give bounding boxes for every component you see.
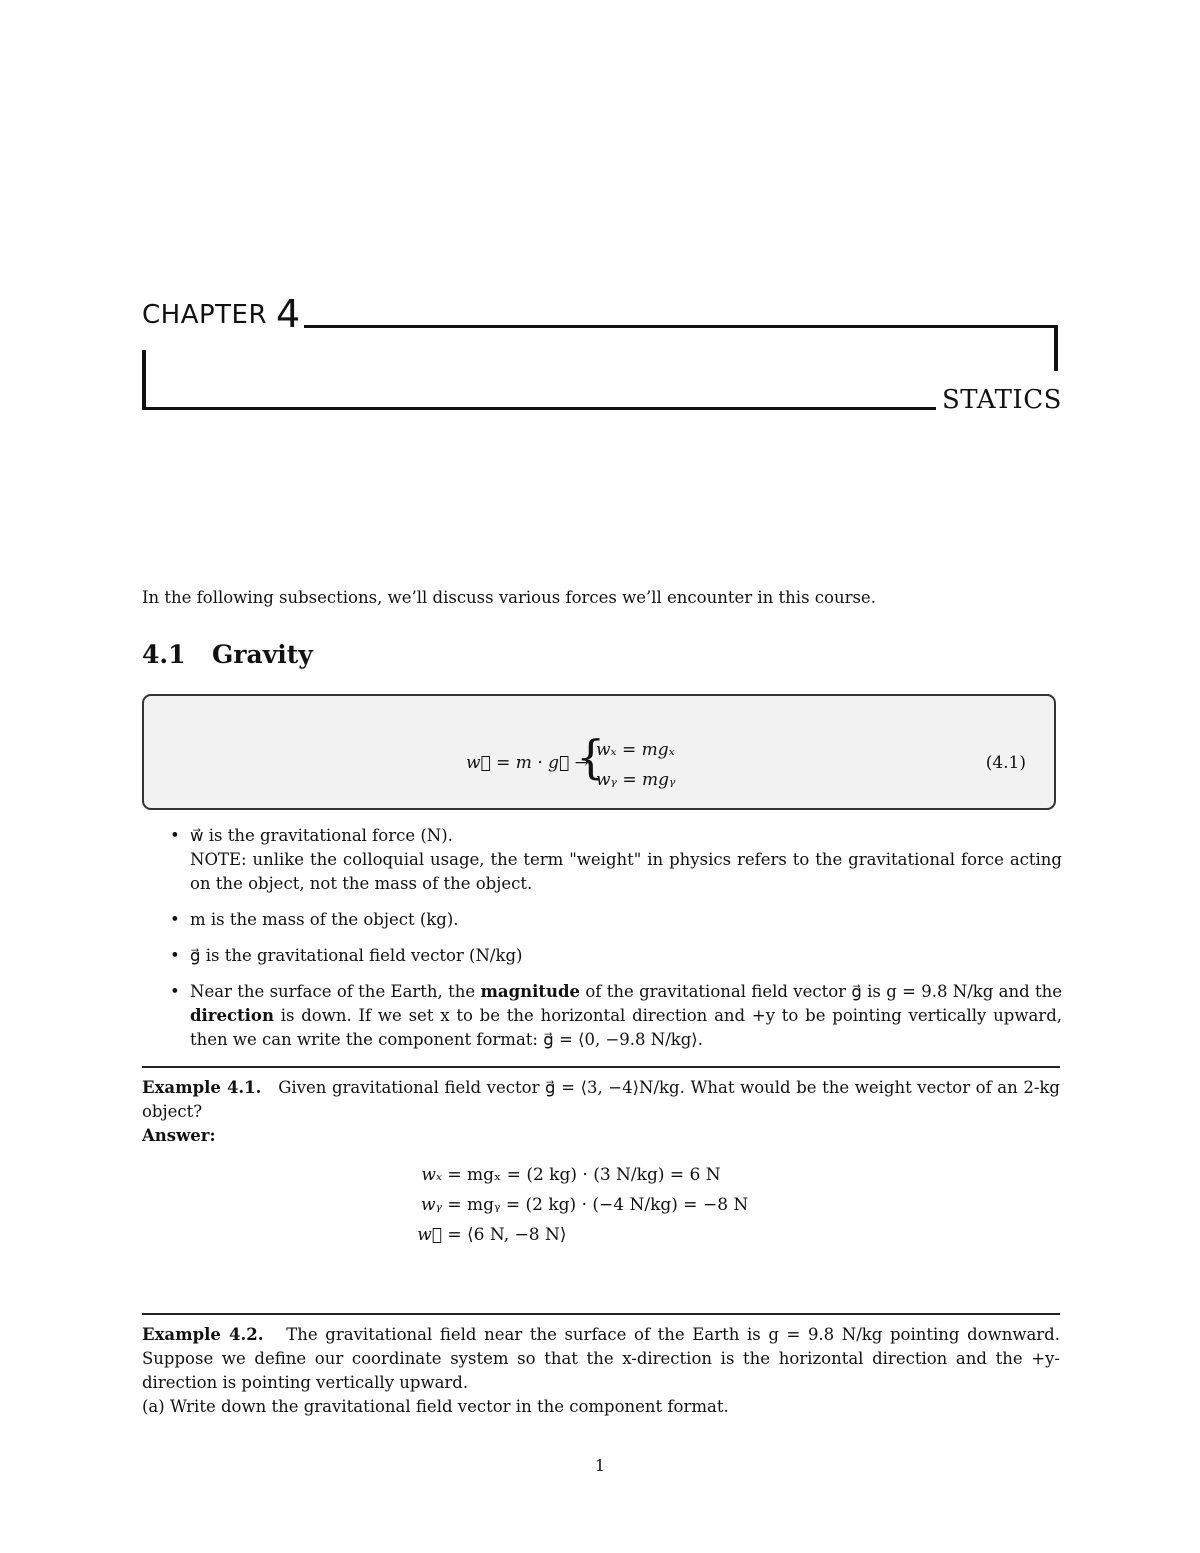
equation-row-y: wᵧ = mgᵧ — [596, 770, 676, 790]
bold-term: magnitude — [480, 982, 581, 1001]
calc-line — [380, 1220, 748, 1250]
calc-rhs: = mgᵧ = (2 kg) · (−4 N/kg) = −8 N — [447, 1195, 749, 1215]
list-item — [142, 944, 1062, 968]
equation-box — [142, 694, 1056, 810]
example-label: Example 4.2. — [142, 1325, 264, 1344]
equation-main: w⃗ = m · g⃗ → — [466, 753, 589, 773]
equation-brace: { — [576, 730, 606, 784]
list-item — [142, 980, 1062, 1052]
example-divider — [142, 1313, 1060, 1315]
example-text: The gravitational field near the surface of the Earth is g = 9.8 N/kg pointing downward. Suppose we define our coordinate system so that the x-direction is the horizontal direction and the +y-direction is pointing vertically upward. — [142, 1325, 1060, 1392]
chapter-left-bar — [142, 350, 146, 410]
bullet-text: of the gravitational field vector g⃗ is g = 9.8 N/kg and the — [580, 982, 1062, 1001]
example-4-1 — [142, 1076, 1060, 1148]
example-divider — [142, 1066, 1060, 1068]
example-text: Given gravitational field vector g⃗ = ⟨3, −4⟩N/kg. What would be the weight vector of an 2-kg object? — [142, 1078, 1060, 1121]
calc-lhs: w⃗ — [417, 1225, 442, 1245]
chapter-bottom-rule — [142, 407, 936, 410]
chapter-top-rule — [304, 325, 1058, 328]
list-item — [142, 824, 1062, 896]
chapter-label: CHAPTER — [142, 300, 268, 330]
list-item — [142, 908, 1062, 932]
calc-line — [380, 1160, 748, 1190]
section-number: 4.1 — [142, 640, 186, 669]
example-4-2 — [142, 1323, 1060, 1419]
example-label: Example 4.1. — [142, 1078, 262, 1097]
bullet-text: Near the surface of the Earth, the — [190, 982, 481, 1001]
equation-tag: (4.1) — [985, 753, 1026, 773]
page-number: 1 — [594, 1456, 606, 1475]
bullet-note: NOTE: unlike the colloquial usage, the term "weight" in physics refers to the gravitational force acting on the object, not the mass of the object. — [190, 850, 1062, 893]
chapter-right-bar — [1054, 325, 1058, 371]
answer-calculation — [380, 1160, 748, 1250]
calc-lhs: wᵧ — [421, 1195, 442, 1215]
answer-label: Answer: — [142, 1126, 216, 1145]
bullet-text: g⃗ is the gravitational field vector (N/kg) — [190, 946, 523, 965]
bullet-text: w⃗ is the gravitational force (N). — [190, 826, 453, 845]
definition-list — [142, 824, 1062, 1064]
calc-rhs: = mgₓ = (2 kg) · (3 N/kg) = 6 N — [447, 1165, 721, 1185]
bullet-text: m is the mass of the object (kg). — [190, 910, 459, 929]
equation-row-x: wₓ = mgₓ — [596, 740, 675, 760]
intro-paragraph: In the following subsections, we’ll discuss various forces we’ll encounter in this course. — [142, 588, 876, 607]
calc-rhs: = ⟨6 N, −8 N⟩ — [447, 1225, 567, 1245]
chapter-number: 4 — [276, 292, 301, 336]
chapter-title: STATICS — [942, 385, 1062, 415]
example-part-a: (a) Write down the gravitational field vector in the component format. — [142, 1397, 729, 1416]
bullet-text: is down. If we set x to be the horizontal direction and +y to be pointing vertically upward, then we can write the component format: g⃗ = ⟨0, −9.8 N/kg⟩. — [190, 1006, 1062, 1049]
section-heading — [142, 640, 313, 669]
calc-lhs: wₓ — [421, 1165, 442, 1185]
section-title: Gravity — [212, 640, 313, 669]
calc-line — [380, 1190, 748, 1220]
bold-term: direction — [190, 1006, 274, 1025]
